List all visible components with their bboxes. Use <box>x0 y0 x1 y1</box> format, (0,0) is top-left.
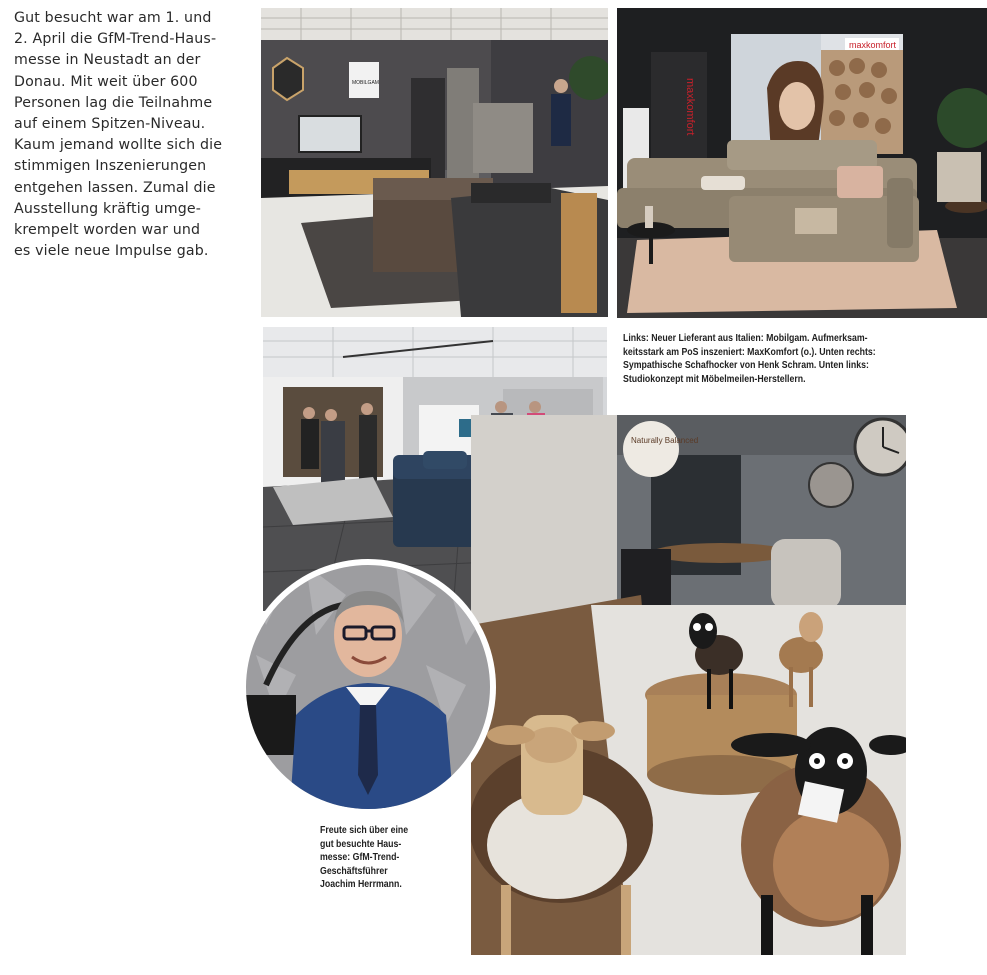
caption-line: Geschäftsführer <box>320 865 388 877</box>
intro-paragraph <box>14 8 250 262</box>
intro-line: Personen lag die Teilnahme <box>14 94 213 111</box>
photo-maxkomfort-sofa <box>617 8 987 318</box>
caption-line: Sympathische Schafhocker von Henk Schram. Unten links: <box>623 360 869 372</box>
intro-line: stimmigen Inszenierungen <box>14 158 207 175</box>
photo-sheep-stools <box>471 415 906 955</box>
maxkomfort-banner-logo: maxkomfort <box>684 78 696 136</box>
intro-line: Ausstellung kräftig umge- <box>14 200 202 217</box>
caption-line: Joachim Herrmann. <box>320 879 402 891</box>
photo-mobilgam-showroom <box>261 8 608 317</box>
intro-line: krempelt worden war und <box>14 222 201 239</box>
caption-line: gut besuchte Haus- <box>320 838 402 850</box>
caption-line: Freute sich über eine <box>320 825 409 836</box>
intro-line: auf einem Spitzen-Niveau. <box>14 116 206 133</box>
caption-line: Links: Neuer Lieferant aus Italien: Mobilgam. Aufmerksam- <box>623 333 868 344</box>
intro-line: 2. April die GfM-Trend-Haus- <box>14 31 217 48</box>
caption-line: messe: GfM-Trend- <box>320 852 400 864</box>
mobilgam-logo: MOBILGAM <box>352 80 379 86</box>
naturally-sign: Naturally Balanced <box>631 436 699 445</box>
caption-portrait <box>320 824 408 892</box>
caption-line: keitsstark am PoS inszeniert: MaxKomfort (o.). Unten rechts: <box>623 346 876 358</box>
intro-line: es viele neue Impulse gab. <box>14 243 209 260</box>
maxkomfort-poster-logo: maxkomfort <box>849 40 897 50</box>
caption-photos <box>623 332 876 386</box>
intro-line: entgehen lassen. Zumal die <box>14 179 216 196</box>
intro-line: messe in Neustadt an der <box>14 52 201 69</box>
intro-line: Kaum jemand wollte sich die <box>14 137 223 154</box>
intro-line: Gut besucht war am 1. und <box>14 10 212 26</box>
portrait-joachim-herrmann <box>240 559 496 815</box>
caption-line: Studiokonzept mit Möbelmeilen-Herstellern. <box>623 373 806 385</box>
intro-line: Donau. Mit weit über 600 <box>14 73 198 90</box>
